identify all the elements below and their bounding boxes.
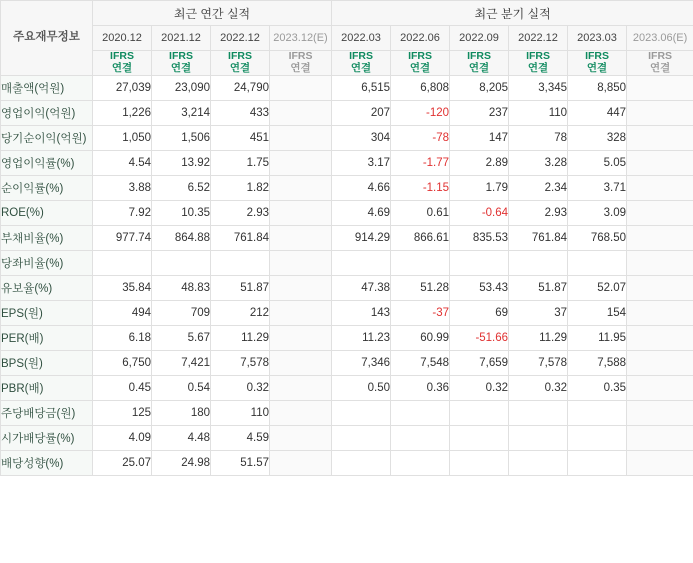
table-cell: 23,090 (152, 76, 211, 101)
table-cell: 4.66 (332, 176, 391, 201)
header-period-row (1, 26, 693, 51)
table-cell: 7,588 (568, 351, 627, 376)
table-cell: 13.92 (152, 151, 211, 176)
accounting-standard (568, 51, 627, 76)
table-cell (450, 401, 509, 426)
standard-line1: IFRS (408, 50, 432, 63)
table-row (1, 426, 693, 451)
table-cell (270, 351, 332, 376)
table-row (1, 251, 693, 276)
header-standard-row (1, 51, 693, 76)
period-header: 2020.12 (93, 26, 152, 51)
table-cell: 53.43 (450, 276, 509, 301)
table-cell: 60.99 (391, 326, 450, 351)
standard-line2: 연결 (586, 62, 608, 74)
table-cell (270, 201, 332, 226)
table-cell: 3.71 (568, 176, 627, 201)
table-cell: 1,050 (93, 126, 152, 151)
table-cell: 51.28 (391, 276, 450, 301)
table-cell (627, 76, 693, 101)
table-cell: 6,750 (93, 351, 152, 376)
standard-line2: 연결 (527, 62, 549, 74)
table-cell: 24.98 (152, 451, 211, 476)
table-cell (93, 251, 152, 276)
table-cell (627, 326, 693, 351)
accounting-standard (450, 51, 509, 76)
table-cell: 3.28 (509, 151, 568, 176)
table-cell (568, 426, 627, 451)
table-cell: 1.79 (450, 176, 509, 201)
table-cell: 3,345 (509, 76, 568, 101)
row-label: 유보율(%) (1, 276, 93, 301)
row-label: 주당배당금(원) (1, 401, 93, 426)
table-cell (270, 426, 332, 451)
table-row (1, 101, 693, 126)
table-cell (627, 301, 693, 326)
table-row (1, 76, 693, 101)
table-cell: -1.15 (391, 176, 450, 201)
table-cell (509, 451, 568, 476)
row-label: 순이익률(%) (1, 176, 93, 201)
table-cell: 11.23 (332, 326, 391, 351)
accounting-standard (391, 51, 450, 76)
standard-line1: IFRS (467, 50, 491, 63)
table-cell (627, 276, 693, 301)
table-cell: 2.93 (211, 201, 270, 226)
table-cell: 2.34 (509, 176, 568, 201)
table-cell (627, 201, 693, 226)
row-label: 영업이익(억원) (1, 101, 93, 126)
table-cell: 0.35 (568, 376, 627, 401)
table-cell: 866.61 (391, 226, 450, 251)
corner-cell (1, 1, 93, 76)
table-cell (270, 376, 332, 401)
table-cell: 0.45 (93, 376, 152, 401)
table-cell (391, 426, 450, 451)
table-cell: 6.18 (93, 326, 152, 351)
standard-line1: IFRS (169, 50, 193, 63)
table-cell: 0.61 (391, 201, 450, 226)
table-cell (627, 126, 693, 151)
table-cell: 78 (509, 126, 568, 151)
table-cell: 51.87 (211, 276, 270, 301)
row-label: 영업이익률(%) (1, 151, 93, 176)
table-cell: 4.69 (332, 201, 391, 226)
period-header: 2022.12 (211, 26, 270, 51)
row-label: BPS(원) (1, 351, 93, 376)
table-cell (627, 101, 693, 126)
table-cell (627, 351, 693, 376)
table-cell (270, 126, 332, 151)
accounting-standard (332, 51, 391, 76)
table-cell: 37 (509, 301, 568, 326)
group-header-quarterly: 최근 분기 실적 (332, 1, 693, 26)
table-cell (627, 376, 693, 401)
table-cell (270, 226, 332, 251)
table-cell: 0.54 (152, 376, 211, 401)
table-cell (270, 176, 332, 201)
table-cell: -0.64 (450, 201, 509, 226)
table-cell: 27,039 (93, 76, 152, 101)
table-cell (332, 401, 391, 426)
table-cell (270, 326, 332, 351)
table-cell (627, 251, 693, 276)
table-cell: -37 (391, 301, 450, 326)
table-cell: 7,346 (332, 351, 391, 376)
table-row (1, 301, 693, 326)
corner-label: 주요재무정보 (13, 31, 80, 44)
table-cell: 304 (332, 126, 391, 151)
period-header: 2022.03 (332, 26, 391, 51)
table-cell: 143 (332, 301, 391, 326)
standard-line2: 연결 (468, 62, 490, 74)
standard-line1: IFRS (228, 50, 252, 63)
table-cell: 433 (211, 101, 270, 126)
table-cell (270, 276, 332, 301)
standard-line1: IFRS (585, 50, 609, 63)
table-cell: 709 (152, 301, 211, 326)
row-label: 당기순이익(억원) (1, 126, 93, 151)
table-cell: 4.59 (211, 426, 270, 451)
table-cell: 1.82 (211, 176, 270, 201)
table-cell: 494 (93, 301, 152, 326)
row-label: 부채비율(%) (1, 226, 93, 251)
table-cell: 11.29 (509, 326, 568, 351)
table-cell (270, 101, 332, 126)
table-cell (152, 251, 211, 276)
table-row (1, 401, 693, 426)
table-cell: 761.84 (211, 226, 270, 251)
table-cell: 7,578 (211, 351, 270, 376)
table-row (1, 176, 693, 201)
table-cell (391, 251, 450, 276)
table-cell: 768.50 (568, 226, 627, 251)
table-cell (627, 151, 693, 176)
table-header (1, 1, 693, 76)
table-cell: 0.32 (509, 376, 568, 401)
standard-line2: 연결 (170, 62, 192, 74)
table-cell: 47.38 (332, 276, 391, 301)
accounting-standard (152, 51, 211, 76)
table-cell: 6,515 (332, 76, 391, 101)
table-cell: 5.67 (152, 326, 211, 351)
table-cell: -51.66 (450, 326, 509, 351)
standard-line1: IFRS (110, 50, 134, 63)
table-cell: 1,506 (152, 126, 211, 151)
standard-line1: IFRS (288, 50, 313, 63)
table-cell: -120 (391, 101, 450, 126)
standard-line1: IFRS (648, 50, 673, 63)
accounting-standard (509, 51, 568, 76)
table-cell: 110 (211, 401, 270, 426)
period-header: 2022.06 (391, 26, 450, 51)
row-label: PER(배) (1, 326, 93, 351)
table-cell: 154 (568, 301, 627, 326)
table-row (1, 326, 693, 351)
table-cell: 761.84 (509, 226, 568, 251)
table-cell (391, 401, 450, 426)
table-cell: 207 (332, 101, 391, 126)
table-cell (568, 401, 627, 426)
standard-line1: IFRS (526, 50, 550, 63)
period-header: 2021.12 (152, 26, 211, 51)
table-cell (627, 451, 693, 476)
table-cell: 35.84 (93, 276, 152, 301)
group-header-annual: 최근 연간 실적 (93, 1, 332, 26)
table-cell: 48.83 (152, 276, 211, 301)
period-header: 2022.12 (509, 26, 568, 51)
period-header-estimate: 2023.12(E) (270, 26, 332, 51)
table-cell: 3.88 (93, 176, 152, 201)
table-cell: 11.95 (568, 326, 627, 351)
row-label: 시가배당률(%) (1, 426, 93, 451)
table-cell (509, 426, 568, 451)
row-label: 배당성향(%) (1, 451, 93, 476)
table-cell: 3,214 (152, 101, 211, 126)
standard-line2: 연결 (111, 62, 133, 74)
accounting-standard (93, 51, 152, 76)
table-cell (332, 451, 391, 476)
accounting-standard (211, 51, 270, 76)
table-cell (450, 426, 509, 451)
table-cell: 3.17 (332, 151, 391, 176)
table-cell: 11.29 (211, 326, 270, 351)
table-cell: 3.09 (568, 201, 627, 226)
table-cell: 10.35 (152, 201, 211, 226)
table-row (1, 201, 693, 226)
table-cell (270, 451, 332, 476)
table-cell: 51.87 (509, 276, 568, 301)
table-cell (332, 426, 391, 451)
table-cell: 4.54 (93, 151, 152, 176)
table-cell: 110 (509, 101, 568, 126)
table-cell: 52.07 (568, 276, 627, 301)
table-cell: 7.92 (93, 201, 152, 226)
table-cell: 7,548 (391, 351, 450, 376)
table-cell: 7,421 (152, 351, 211, 376)
table-cell: 2.93 (509, 201, 568, 226)
table-row (1, 376, 693, 401)
table-cell (568, 251, 627, 276)
period-header: 2022.09 (450, 26, 509, 51)
table-row (1, 276, 693, 301)
table-cell: 835.53 (450, 226, 509, 251)
table-cell: 180 (152, 401, 211, 426)
table-cell (391, 451, 450, 476)
table-cell: -78 (391, 126, 450, 151)
table-cell: 4.48 (152, 426, 211, 451)
table-cell: 51.57 (211, 451, 270, 476)
standard-line2: 연결 (229, 62, 251, 74)
table-cell (509, 251, 568, 276)
standard-line1: IFRS (349, 50, 373, 63)
row-label: 당좌비율(%) (1, 251, 93, 276)
table-cell (211, 251, 270, 276)
table-cell: 451 (211, 126, 270, 151)
standard-line2: 연결 (290, 62, 311, 74)
table-cell (270, 251, 332, 276)
table-cell: 6.52 (152, 176, 211, 201)
period-header-estimate: 2023.06(E) (627, 26, 693, 51)
standard-line2: 연결 (350, 62, 372, 74)
table-row (1, 451, 693, 476)
table-cell (270, 301, 332, 326)
table-cell: 4.09 (93, 426, 152, 451)
table-cell: 5.05 (568, 151, 627, 176)
table-cell: 447 (568, 101, 627, 126)
standard-line2: 연결 (409, 62, 431, 74)
table-cell (627, 401, 693, 426)
table-cell (270, 151, 332, 176)
table-cell: 7,659 (450, 351, 509, 376)
accounting-standard-estimate (627, 51, 693, 76)
table-cell: 8,850 (568, 76, 627, 101)
table-cell: 0.50 (332, 376, 391, 401)
table-row (1, 226, 693, 251)
table-cell: 0.36 (391, 376, 450, 401)
table-cell (509, 401, 568, 426)
table-cell (627, 426, 693, 451)
accounting-standard-estimate (270, 51, 332, 76)
table-cell (568, 451, 627, 476)
table-cell (332, 251, 391, 276)
table-cell: 1,226 (93, 101, 152, 126)
table-cell (450, 251, 509, 276)
table-cell: 6,808 (391, 76, 450, 101)
table-cell: 212 (211, 301, 270, 326)
table-cell: 2.89 (450, 151, 509, 176)
table-cell (627, 176, 693, 201)
period-header: 2023.03 (568, 26, 627, 51)
row-label: 매출액(억원) (1, 76, 93, 101)
table-cell (450, 451, 509, 476)
table-cell: 8,205 (450, 76, 509, 101)
table-cell: 25.07 (93, 451, 152, 476)
table-cell (627, 226, 693, 251)
table-cell: 237 (450, 101, 509, 126)
row-label: EPS(원) (1, 301, 93, 326)
header-group-row (1, 1, 693, 26)
row-label: PBR(배) (1, 376, 93, 401)
table-cell: 977.74 (93, 226, 152, 251)
table-cell: 0.32 (211, 376, 270, 401)
standard-line2: 연결 (649, 62, 671, 74)
table-cell: 147 (450, 126, 509, 151)
table-cell: 0.32 (450, 376, 509, 401)
table-cell: 24,790 (211, 76, 270, 101)
table-row (1, 351, 693, 376)
table-cell: 328 (568, 126, 627, 151)
table-cell: 69 (450, 301, 509, 326)
table-cell (270, 76, 332, 101)
table-cell: -1.77 (391, 151, 450, 176)
table-cell: 864.88 (152, 226, 211, 251)
row-label: ROE(%) (1, 201, 93, 226)
table-cell: 914.29 (332, 226, 391, 251)
table-cell: 7,578 (509, 351, 568, 376)
table-cell (270, 401, 332, 426)
table-body (1, 76, 693, 476)
table-cell: 1.75 (211, 151, 270, 176)
table-row (1, 151, 693, 176)
table-cell: 125 (93, 401, 152, 426)
table-row (1, 126, 693, 151)
